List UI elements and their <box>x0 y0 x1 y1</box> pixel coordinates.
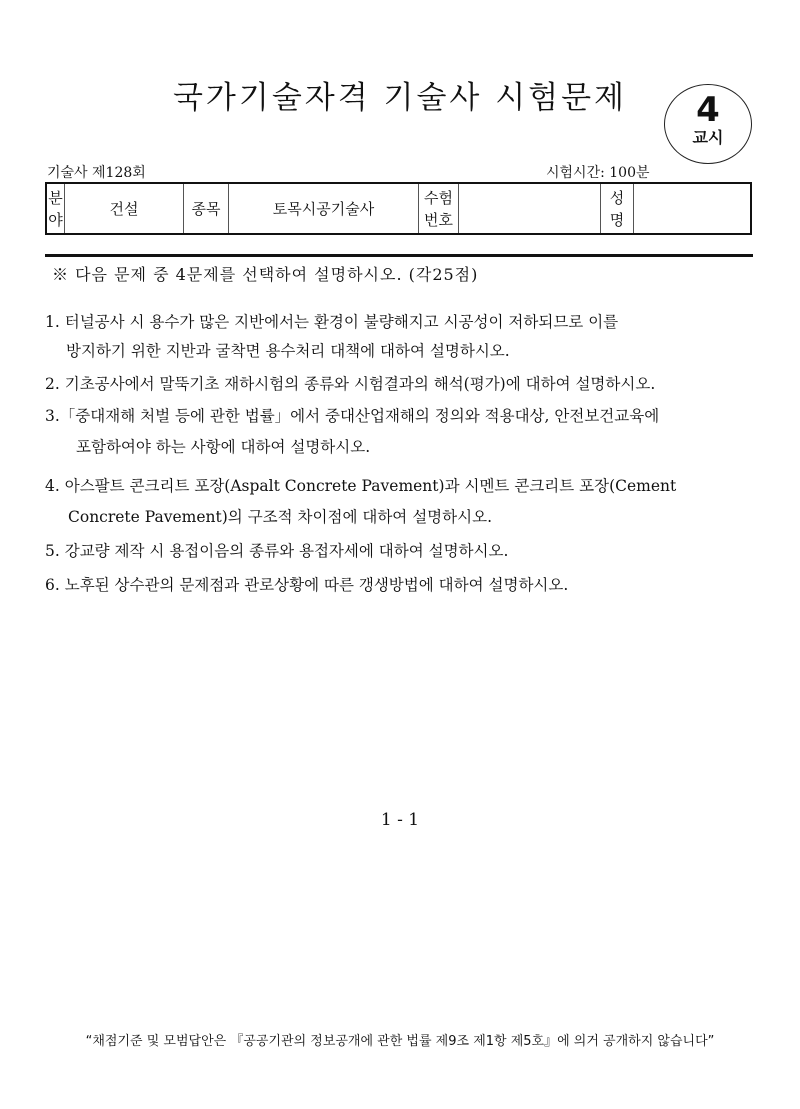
exam-time: 시험시간: 100분 <box>546 165 650 181</box>
instruction: ※ 다음 문제 중 4문제를 선택하여 설명하시오. (각25점) <box>52 265 479 284</box>
session-number: 4 <box>696 90 720 130</box>
question-5: 5. 강교량 제작 시 용접이음의 종류와 용접자세에 대하여 설명하시오. <box>45 542 509 560</box>
info-table <box>45 182 752 235</box>
question-3-line-1: 3.「중대재해 처벌 등에 관한 법률」에서 중대산업재해의 정의와 적용대상, 안전보건교육에 <box>45 407 660 425</box>
document-title: 국가기술자격 기술사 시험문제 <box>172 80 627 116</box>
field-label: 분 야 <box>46 183 65 234</box>
name-value <box>634 183 752 234</box>
item-value: 토목시공기술사 <box>229 183 419 234</box>
question-2: 2. 기초공사에서 말뚝기초 재하시험의 종류와 시험결과의 해석(평가)에 대하여 설명하시오. <box>45 375 656 393</box>
exam-number-value <box>459 183 601 234</box>
question-6: 6. 노후된 상수관의 문제점과 관로상황에 따른 갱생방법에 대하여 설명하시오. <box>45 576 569 594</box>
question-3-line-2: 포함하여야 하는 사항에 대하여 설명하시오. <box>76 438 371 456</box>
exam-round: 기술사 제128회 <box>47 165 146 181</box>
session-label: 교시 <box>692 128 724 147</box>
question-1-line-2: 방지하기 위한 지반과 굴착면 용수처리 대책에 대하여 설명하시오. <box>66 342 510 360</box>
divider <box>45 254 753 257</box>
page-number: 1 - 1 <box>380 810 420 830</box>
footer-note: “채점기준 및 모범답안은 『공공기관의 정보공개에 관한 법률 제9조 제1항 제5호』에 의거 공개하지 않습니다” <box>85 1034 715 1049</box>
question-4-line-2: Concrete Pavement)의 구조적 차이점에 대하여 설명하시오. <box>68 508 493 526</box>
exam-number-label: 수험 번호 <box>419 183 459 234</box>
field-value: 건설 <box>65 183 184 234</box>
question-4-line-1: 4. 아스팔트 콘크리트 포장(Aspalt Concrete Pavement)과 시멘트 콘크리트 포장(Cement <box>45 477 677 495</box>
name-label: 성 명 <box>601 183 634 234</box>
item-label: 종목 <box>184 183 229 234</box>
session-badge <box>664 84 752 164</box>
question-1-line-1: 1. 터널공사 시 용수가 많은 지반에서는 환경이 불량해지고 시공성이 저하되므로 이를 <box>45 313 619 331</box>
